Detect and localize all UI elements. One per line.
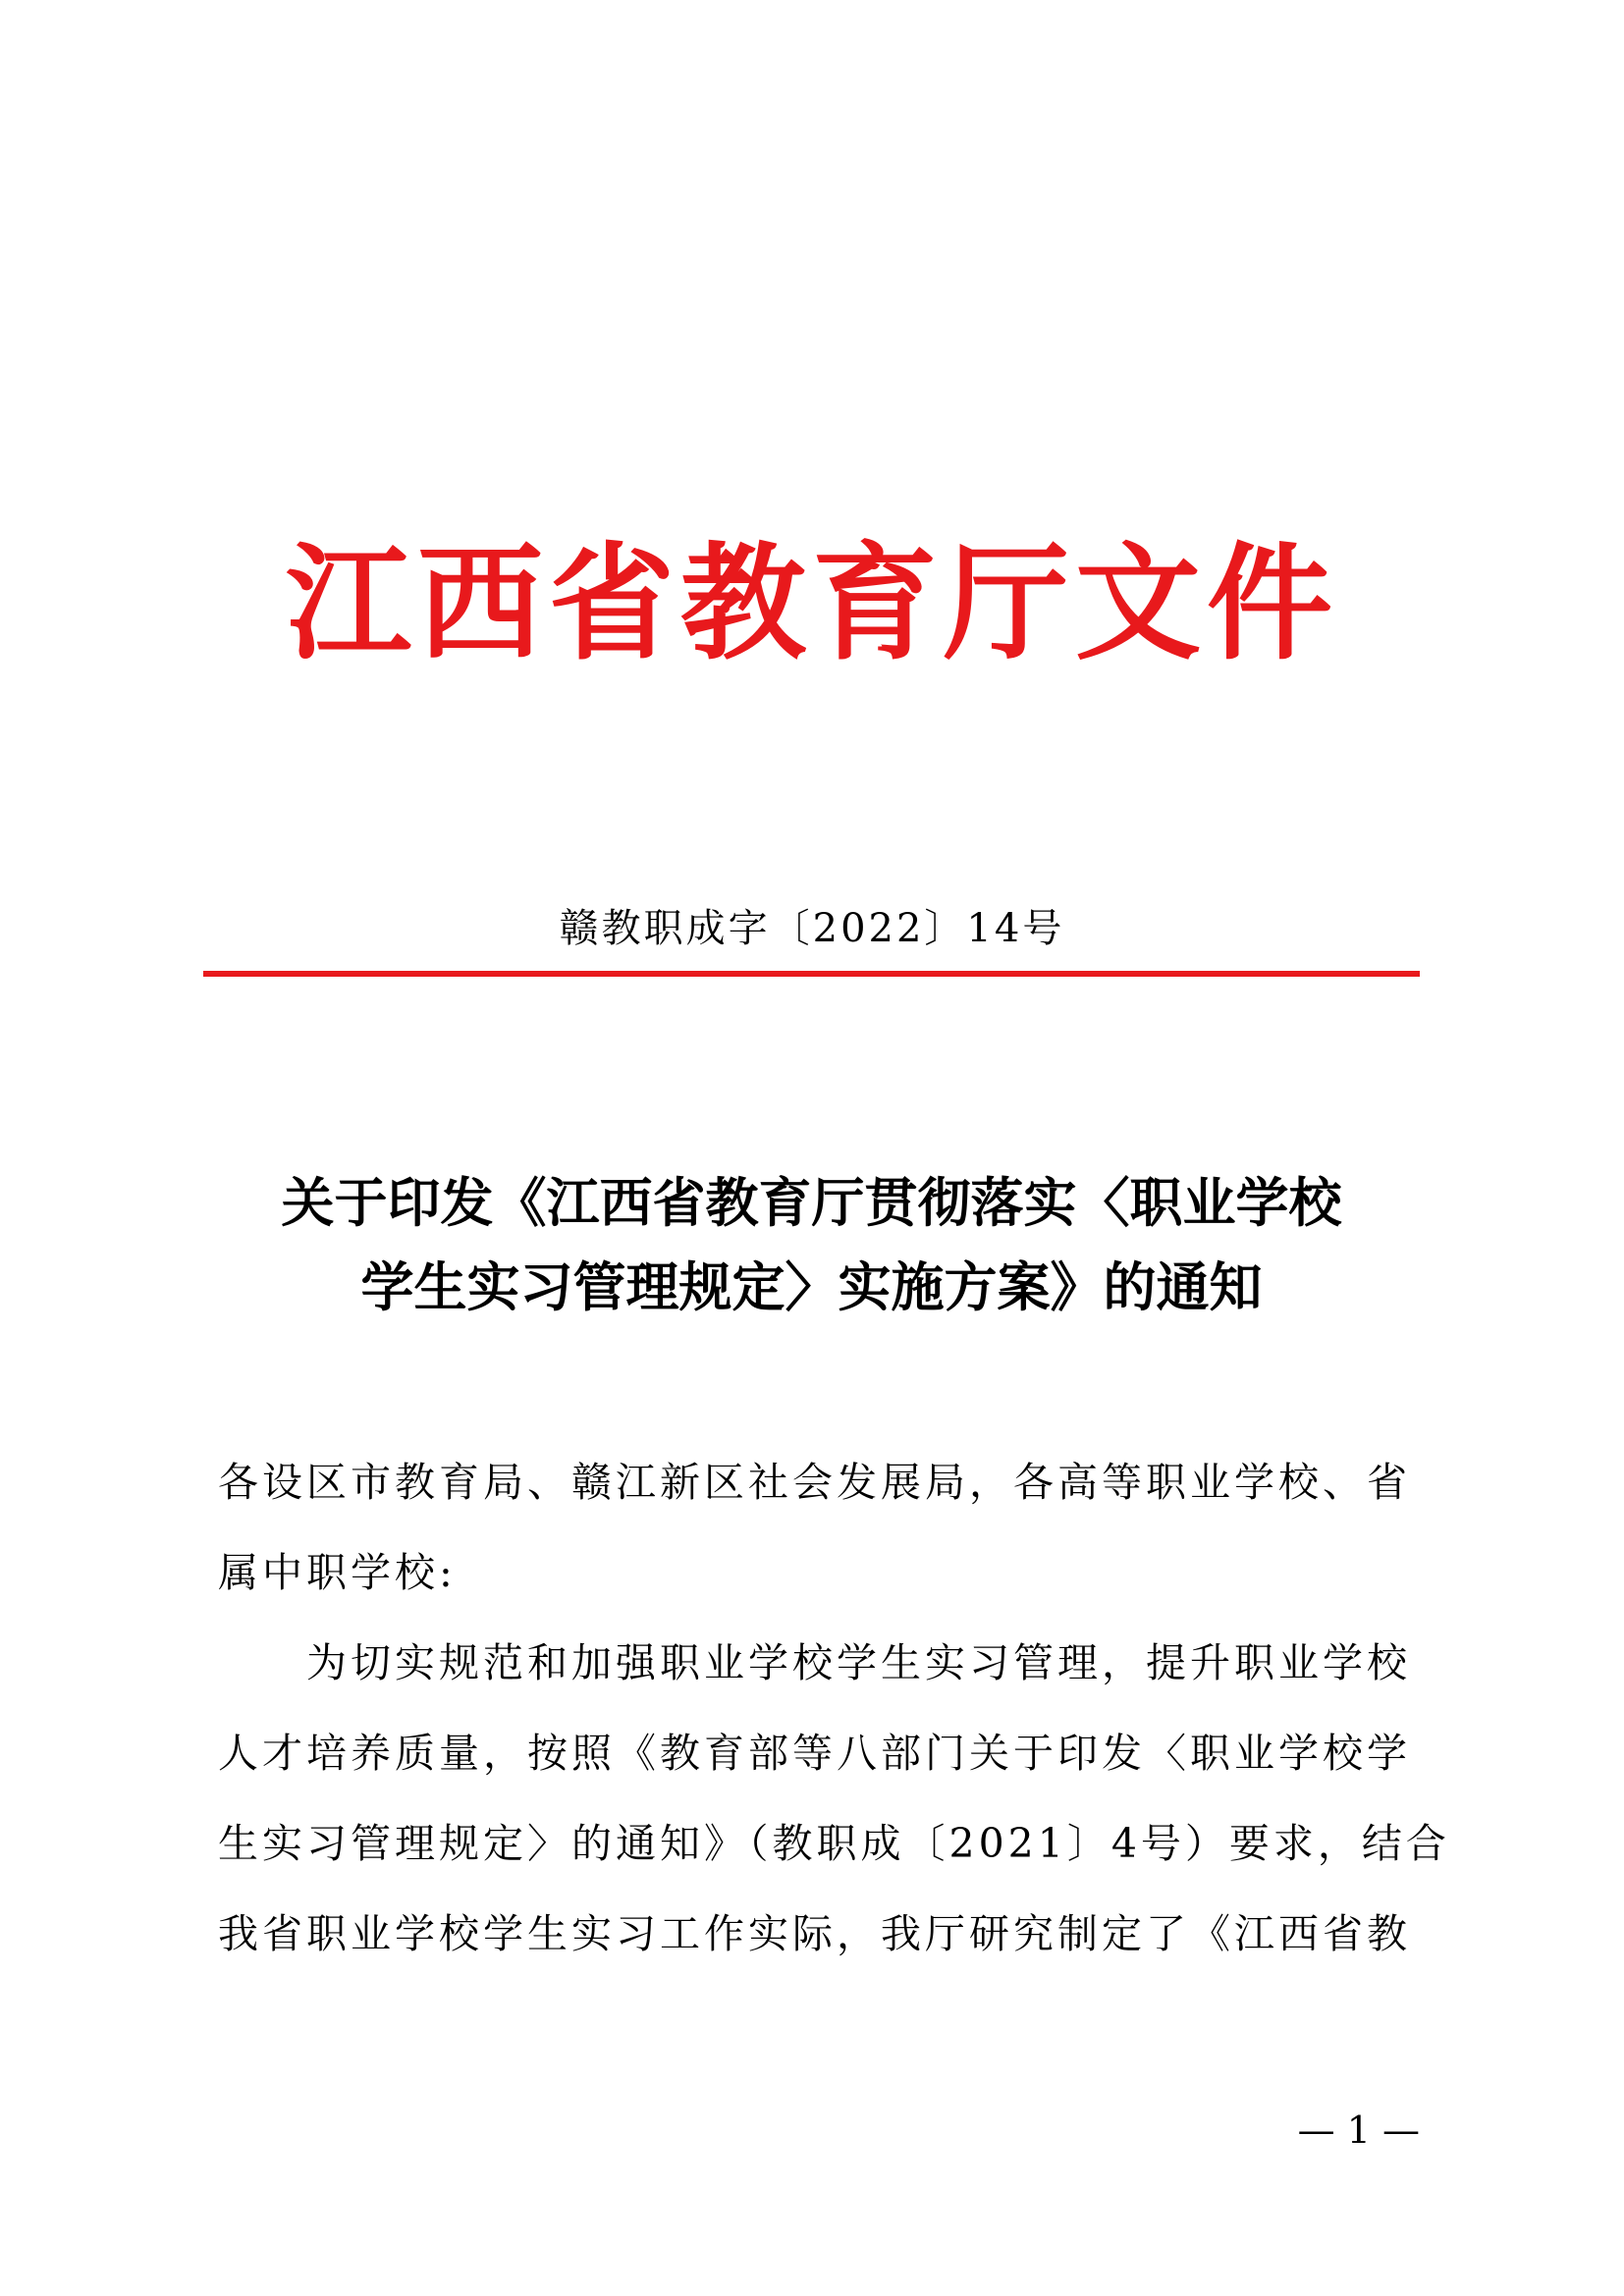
document-title-line-2: 学生实习管理规定〉实施方案》的通知 [360, 1255, 1263, 1318]
paragraph-line-1: 为切实规范和加强职业学校学生实习管理，提升职业学校 [218, 1639, 1411, 1686]
salutation-line-1: 各设区市教育局、赣江新区社会发展局，各高等职业学校、省 [218, 1459, 1411, 1506]
red-divider-rule [203, 971, 1420, 977]
paragraph-line-2: 人才培养质量，按照《教育部等八部门关于印发〈职业学校学 [218, 1730, 1411, 1777]
page-number: — 1 — [1297, 2109, 1420, 2152]
salutation-line-2: 属中职学校: [218, 1549, 457, 1596]
salutation [218, 1437, 1420, 1618]
body-paragraph [218, 1618, 1450, 1979]
paragraph-line-3: 生实习管理规定〉的通知》（教职成〔2021〕4号）要求，结合 [218, 1820, 1450, 1867]
document-title [203, 1160, 1420, 1329]
document-title-line-1: 关于印发《江西省教育厅贯彻落实〈职业学校 [281, 1171, 1342, 1234]
document-number: 赣教职成字〔2022〕14号 [559, 906, 1065, 951]
paragraph-line-4: 我省职业学校学生实习工作实际，我厅研究制定了《江西省教 [218, 1910, 1411, 1957]
document-masthead: 江西省教育厅文件 [285, 530, 1338, 677]
